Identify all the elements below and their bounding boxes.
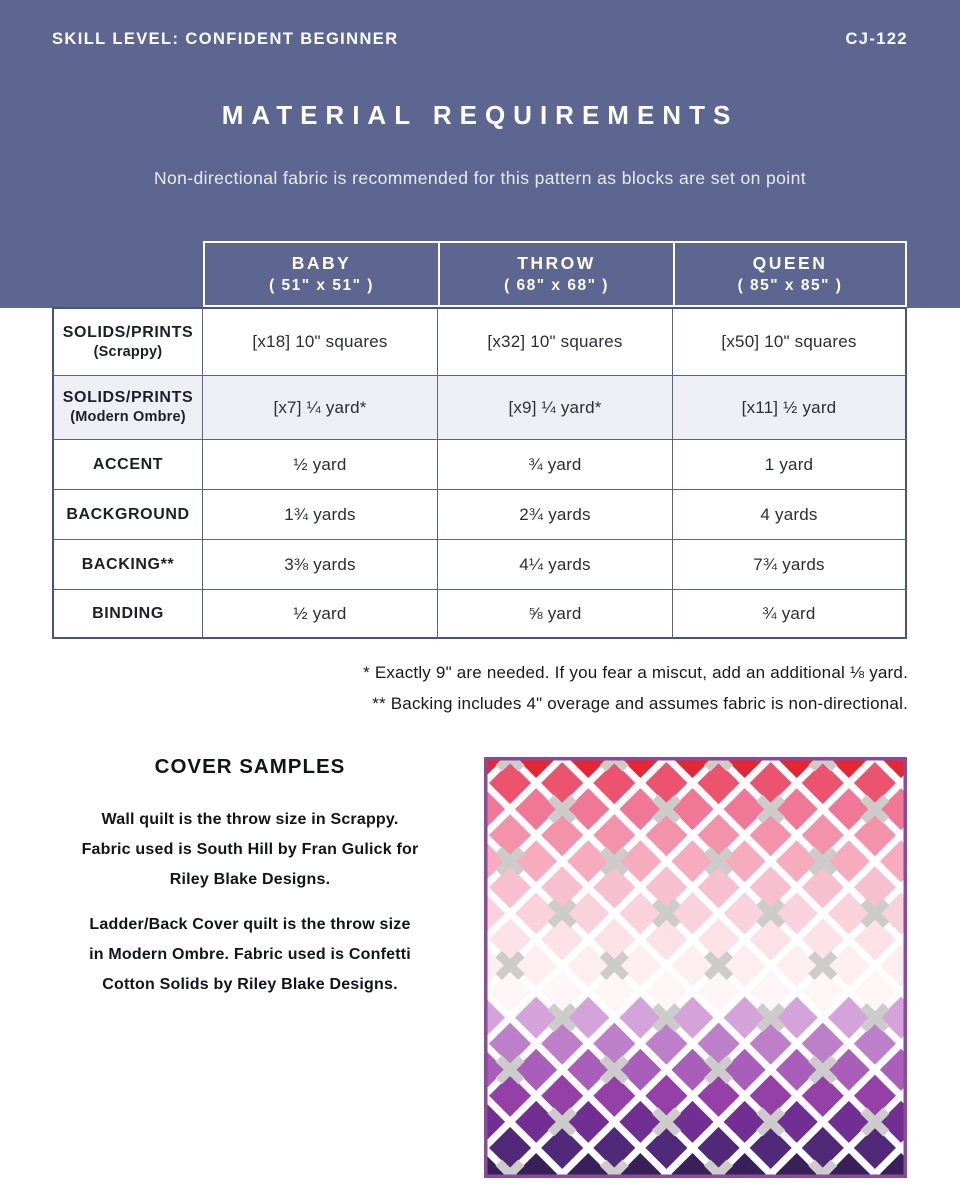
cell-value: 7¾ yards <box>753 554 825 574</box>
cell-value: [x9] ¼ yard* <box>508 397 602 417</box>
paragraph-line: Wall quilt is the throw size in Scrappy. <box>101 811 399 828</box>
row-label-text: BACKGROUND <box>66 505 190 523</box>
skill-level-label: SKILL LEVEL: CONFIDENT BEGINNER <box>52 30 399 48</box>
paragraph-line: in Modern Ombre. Fabric used is Confetti <box>89 946 411 963</box>
value-cell <box>438 307 673 376</box>
column-size: ( 51" x 51" ) <box>269 277 374 294</box>
value-cell <box>438 490 673 540</box>
page-title: MATERIAL REQUIREMENTS <box>221 100 739 130</box>
value-cell <box>673 376 907 440</box>
pattern-code: CJ-122 <box>845 30 908 48</box>
paragraph-line: Fabric used is South Hill by Fran Gulick for <box>81 841 419 858</box>
value-cell <box>673 307 907 376</box>
table-header-spacer <box>52 241 203 307</box>
cover-samples-paragraph-2 <box>30 910 470 1000</box>
cell-value: 1¾ yards <box>284 504 356 524</box>
value-cell <box>438 540 673 590</box>
value-cell <box>203 590 438 639</box>
row-sublabel-text: (Modern Ombre) <box>70 409 186 425</box>
cell-value: 3⅜ yards <box>284 554 356 574</box>
paragraph-line: Cotton Solids by Riley Blake Designs. <box>102 976 398 993</box>
row-label-text: ACCENT <box>92 455 164 473</box>
cover-samples-heading: COVER SAMPLES <box>154 755 346 778</box>
value-cell <box>673 490 907 540</box>
column-header-throw <box>438 241 673 307</box>
page-subtitle: Non-directional fabric is recommended for this pattern as blocks are set on point <box>153 168 806 188</box>
column-name: THROW <box>517 253 596 273</box>
footnotes <box>363 657 908 719</box>
row-label-backing <box>52 540 203 590</box>
requirements-table <box>52 241 907 639</box>
row-label-text: SOLIDS/PRINTS <box>62 323 194 341</box>
cell-value: ¾ yard <box>762 603 816 623</box>
cell-value: [x18] 10" squares <box>252 332 388 351</box>
value-cell <box>203 440 438 490</box>
cell-value: 1 yard <box>764 454 814 474</box>
row-label-binding <box>52 590 203 639</box>
cell-value: [x11] ½ yard <box>741 397 837 417</box>
value-cell <box>673 440 907 490</box>
column-header-baby <box>203 241 438 307</box>
row-sublabel-text: (Scrappy) <box>93 343 163 360</box>
value-cell <box>438 590 673 639</box>
column-header-queen <box>673 241 907 307</box>
value-cell <box>203 376 438 440</box>
paragraph-line: Ladder/Back Cover quilt is the throw size <box>89 916 411 933</box>
column-size: ( 68" x 68" ) <box>504 277 609 294</box>
value-cell <box>438 440 673 490</box>
value-cell <box>438 376 673 440</box>
quilt-lattice-illustration <box>484 757 907 1178</box>
cell-value: 4 yards <box>760 504 818 524</box>
value-cell <box>673 540 907 590</box>
row-label-accent <box>52 440 203 490</box>
cell-value: ½ yard <box>293 454 347 474</box>
value-cell <box>203 540 438 590</box>
value-cell <box>673 590 907 639</box>
row-label-background <box>52 490 203 540</box>
column-size: ( 85" x 85" ) <box>737 277 843 294</box>
cell-value: 2¾ yards <box>519 504 591 524</box>
row-label-text: SOLIDS/PRINTS <box>62 389 194 406</box>
cell-value: [x32] 10" squares <box>487 332 623 351</box>
column-name: QUEEN <box>752 253 828 273</box>
cell-value: ½ yard <box>293 603 347 623</box>
paragraph-line: Riley Blake Designs. <box>169 871 331 888</box>
cover-samples-section <box>30 755 470 1000</box>
quilt-photo <box>484 757 907 1178</box>
column-name: BABY <box>291 253 352 273</box>
row-label-text: BACKING** <box>81 555 175 573</box>
cell-value: ¾ yard <box>528 454 582 474</box>
cell-value: ⅝ yard <box>528 603 582 623</box>
row-label-text: BINDING <box>92 604 164 622</box>
row-label-solids-scrappy <box>52 307 203 376</box>
cover-samples-paragraph-1 <box>30 805 470 895</box>
footnote-2: ** Backing includes 4" overage and assumes fabric is non-directional. <box>372 694 908 713</box>
row-label-solids-ombre <box>52 376 203 440</box>
cell-value: [x50] 10" squares <box>721 332 857 351</box>
value-cell <box>203 307 438 376</box>
cell-value: [x7] ¼ yard* <box>273 397 367 417</box>
value-cell <box>203 490 438 540</box>
cell-value: 4¼ yards <box>519 554 591 574</box>
footnote-1: * Exactly 9" are needed. If you fear a miscut, add an additional ⅛ yard. <box>363 663 908 682</box>
